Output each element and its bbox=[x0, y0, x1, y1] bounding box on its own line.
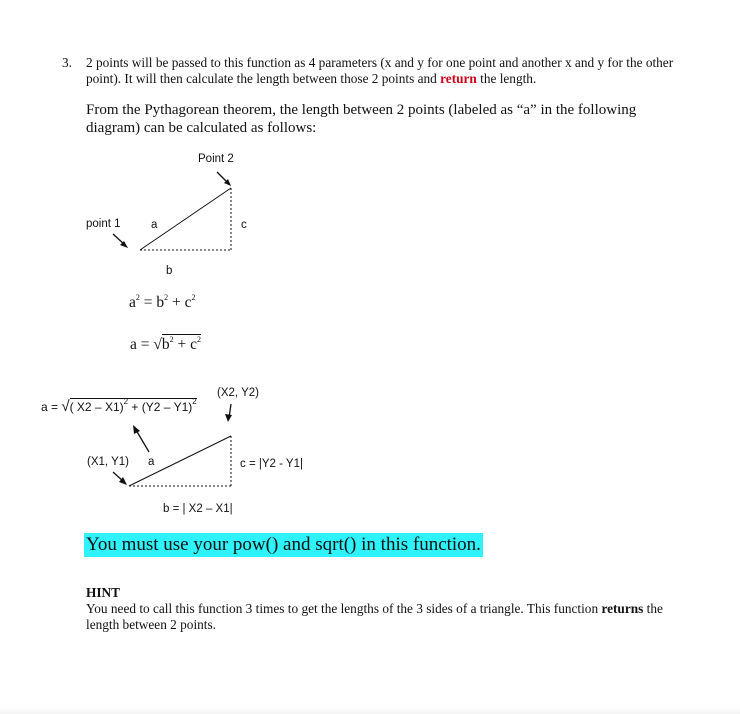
dist-root-sign: √ bbox=[61, 398, 70, 415]
dist-term1: ( X2 – X1) bbox=[69, 400, 124, 414]
dist-term2: (Y2 – Y1) bbox=[141, 400, 193, 414]
formula-plus: + bbox=[168, 294, 185, 311]
pythagorean-paragraph: From the Pythagorean theorem, the length between 2 points (labeled as “a” in the following diagram) can be calculated as follows: bbox=[86, 102, 637, 136]
hint-text-end: the length between 2 points. bbox=[86, 601, 663, 632]
dist-exp1: 2 bbox=[123, 397, 129, 406]
formula2-b: b bbox=[161, 336, 170, 353]
formula-a: a bbox=[129, 294, 136, 311]
page-bottom-edge bbox=[0, 706, 740, 714]
point2b-arrowhead bbox=[225, 414, 232, 422]
root-sign: √ bbox=[153, 336, 162, 353]
return-keyword: return bbox=[440, 71, 477, 86]
side-b-label: b bbox=[166, 265, 173, 277]
distance-formula bbox=[41, 398, 197, 415]
dist-lhs: a = bbox=[41, 400, 62, 414]
intro-text: 2 points will be passed to this function as 4 parameters (x and y for one point and another x and y for the other point). It will then calculate the length between those 2 points and bbox=[86, 55, 674, 86]
item-number: 3. bbox=[62, 55, 72, 70]
formula-squares bbox=[129, 294, 196, 312]
hint-text: You need to call this function 3 times to get the lengths of the 3 sides of a triangle. This function bbox=[86, 601, 602, 616]
formula2-c: c bbox=[190, 336, 198, 353]
x2y2-label: (X2, Y2) bbox=[217, 387, 259, 399]
point2-label: Point 2 bbox=[198, 153, 234, 165]
formula-eq: = bbox=[139, 294, 157, 311]
dist-exp2: 2 bbox=[192, 397, 197, 406]
exp-b: 2 bbox=[164, 293, 169, 302]
dist-plus: + bbox=[128, 400, 142, 414]
exp-a: 2 bbox=[135, 293, 140, 302]
exp2-c: 2 bbox=[197, 335, 202, 344]
dist-radicand bbox=[70, 398, 197, 414]
formula-arrow bbox=[136, 430, 149, 452]
formula-b: b bbox=[156, 294, 165, 311]
b-formula-label: b = | X2 – X1| bbox=[163, 503, 233, 515]
hint-title: HINT bbox=[86, 585, 120, 600]
c-formula-label: c = |Y2 - Y1| bbox=[240, 458, 303, 470]
hint-paragraph bbox=[86, 601, 686, 633]
formula2-plus: + bbox=[173, 336, 191, 353]
formula2-lhs: a = bbox=[130, 336, 154, 353]
point1-label: point 1 bbox=[86, 218, 121, 230]
side-a-label: a bbox=[151, 219, 158, 231]
exp-c: 2 bbox=[191, 293, 196, 302]
formula-c: c bbox=[184, 294, 192, 311]
intro-text-end: the length. bbox=[476, 71, 537, 86]
pow-sqrt-note: You must use your pow() and sqrt() in this function. bbox=[86, 534, 481, 555]
radicand bbox=[162, 334, 201, 354]
formula-arrowhead bbox=[133, 425, 140, 434]
formula-root bbox=[130, 334, 201, 354]
exp2-b: 2 bbox=[169, 335, 174, 344]
side-a2-label: a bbox=[148, 456, 155, 468]
returns-keyword: returns bbox=[601, 601, 644, 616]
x1y1-label: (X1, Y1) bbox=[87, 456, 129, 468]
side-c-label: c bbox=[241, 219, 247, 231]
